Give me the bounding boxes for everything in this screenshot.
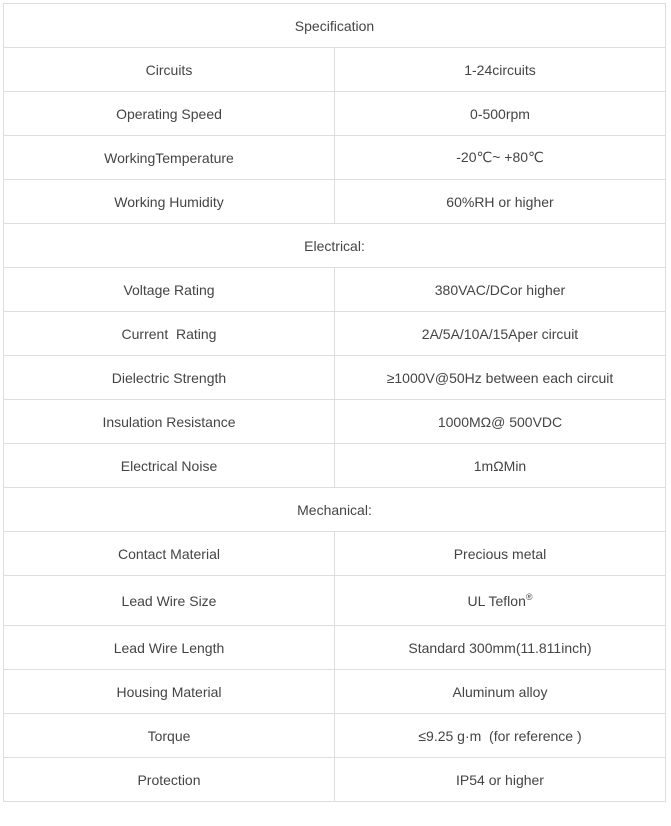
table-row bbox=[4, 312, 666, 356]
spec-value: 380VAC/DCor higher bbox=[335, 268, 666, 312]
spec-value: 0-500rpm bbox=[335, 92, 666, 136]
spec-value: 60%RH or higher bbox=[335, 180, 666, 224]
spec-value: 1000MΩ@ 500VDC bbox=[335, 400, 666, 444]
spec-value: 1-24circuits bbox=[335, 48, 666, 92]
table-row bbox=[4, 670, 666, 714]
table-row bbox=[4, 356, 666, 400]
table-row bbox=[4, 180, 666, 224]
table-row bbox=[4, 758, 666, 802]
table-row bbox=[4, 268, 666, 312]
section-header-row bbox=[4, 4, 666, 48]
spec-name: Electrical Noise bbox=[4, 444, 335, 488]
table-row bbox=[4, 626, 666, 670]
spec-value: Aluminum alloy bbox=[335, 670, 666, 714]
spec-value: ≤9.25 g·m (for reference ) bbox=[335, 714, 666, 758]
spec-name: Working Humidity bbox=[4, 180, 335, 224]
spec-name: Operating Speed bbox=[4, 92, 335, 136]
spec-value: ≥1000V@50Hz between each circuit bbox=[335, 356, 666, 400]
section-header-row bbox=[4, 488, 666, 532]
spec-name: Lead Wire Length bbox=[4, 626, 335, 670]
table-row bbox=[4, 444, 666, 488]
section-header-row bbox=[4, 224, 666, 268]
spec-name: Protection bbox=[4, 758, 335, 802]
specification-table bbox=[3, 3, 666, 802]
table-row bbox=[4, 714, 666, 758]
spec-value: UL Teflon bbox=[467, 592, 526, 609]
table-row bbox=[4, 532, 666, 576]
spec-name: Voltage Rating bbox=[4, 268, 335, 312]
spec-value: IP54 or higher bbox=[335, 758, 666, 802]
spec-name: Lead Wire Size bbox=[4, 576, 335, 626]
spec-name: Contact Material bbox=[4, 532, 335, 576]
spec-name: Housing Material bbox=[4, 670, 335, 714]
table-row bbox=[4, 48, 666, 92]
table-row bbox=[4, 136, 666, 180]
spec-name: Current Rating bbox=[4, 312, 335, 356]
section-title-electrical: Electrical: bbox=[4, 224, 666, 268]
spec-name: Insulation Resistance bbox=[4, 400, 335, 444]
spec-name: WorkingTemperature bbox=[4, 136, 335, 180]
table-row bbox=[4, 576, 666, 626]
spec-name: Torque bbox=[4, 714, 335, 758]
spec-name: Dielectric Strength bbox=[4, 356, 335, 400]
spec-value: 1mΩMin bbox=[335, 444, 666, 488]
spec-value-cell bbox=[335, 576, 666, 626]
spec-value: -20℃~ +80℃ bbox=[335, 136, 666, 180]
spec-name: Circuits bbox=[4, 48, 335, 92]
section-title-specification: Specification bbox=[4, 4, 666, 48]
spec-value: Standard 300mm(11.811inch) bbox=[335, 626, 666, 670]
table-row bbox=[4, 400, 666, 444]
registered-mark: ® bbox=[525, 591, 533, 602]
spec-value: 2A/5A/10A/15Aper circuit bbox=[335, 312, 666, 356]
spec-value: Precious metal bbox=[335, 532, 666, 576]
table-row bbox=[4, 92, 666, 136]
section-title-mechanical: Mechanical: bbox=[4, 488, 666, 532]
